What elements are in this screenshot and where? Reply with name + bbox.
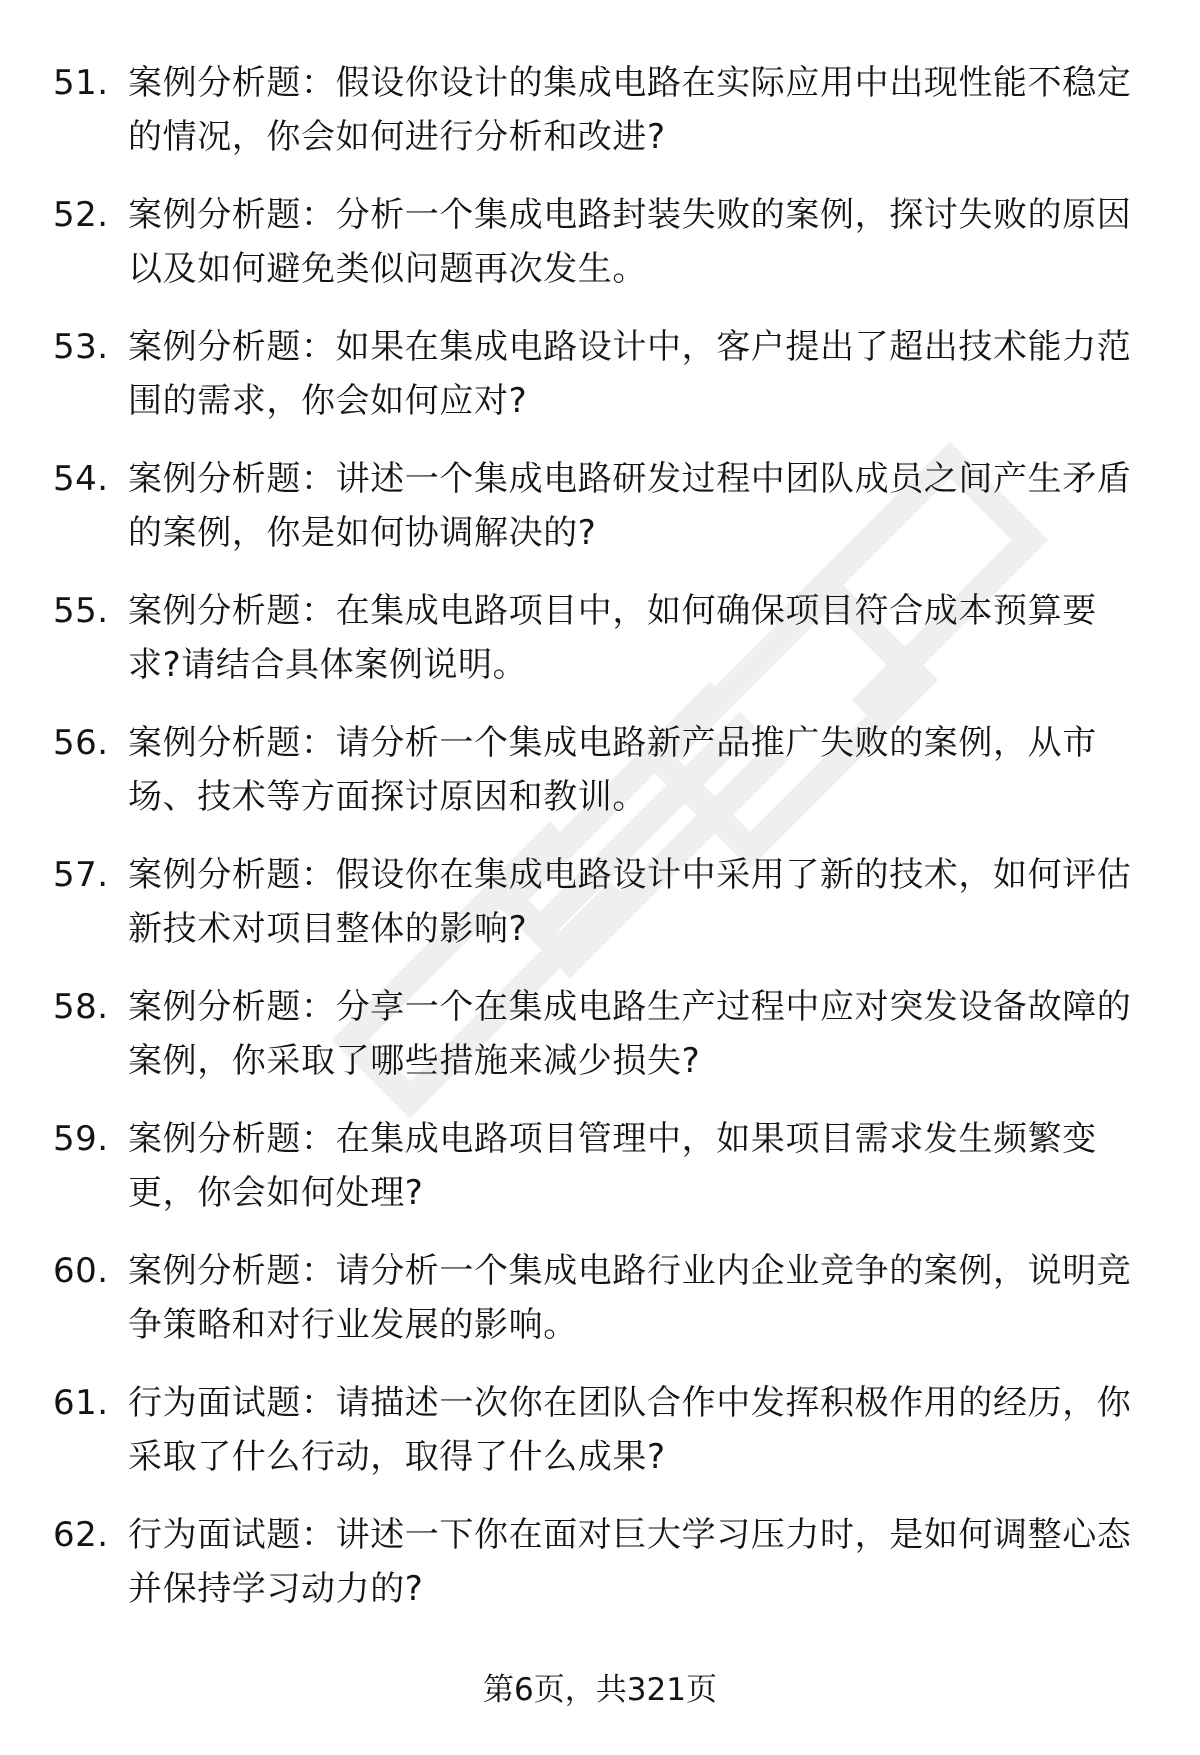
- question-item-54: [0, 452, 1200, 584]
- question-text: 案例分析题：如果在集成电路设计中，客户提出了超出技术能力范围的需求，你会如何应对?: [128, 327, 1132, 421]
- question-text: 案例分析题：讲述一个集成电路研发过程中团队成员之间产生矛盾的案例，你是如何协调解决的?: [128, 459, 1132, 553]
- question-number: 54.: [53, 459, 109, 499]
- question-text: 案例分析题：分享一个在集成电路生产过程中应对突发设备故障的案例，你采取了哪些措施来减少损失?: [128, 987, 1132, 1081]
- question-text: 案例分析题：假设你设计的集成电路在实际应用中出现性能不稳定的情况，你会如何进行分析和改进?: [128, 63, 1132, 157]
- question-number: 60.: [53, 1251, 109, 1291]
- question-item-51: [0, 56, 1200, 188]
- question-number: 53.: [53, 327, 109, 367]
- question-text: 行为面试题：讲述一下你在面对巨大学习压力时，是如何调整心态并保持学习动力的?: [128, 1515, 1132, 1609]
- question-text: 案例分析题：分析一个集成电路封装失败的案例，探讨失败的原因以及如何避免类似问题再次发生。: [128, 195, 1132, 289]
- question-number: 59.: [53, 1119, 109, 1159]
- question-item-58: [0, 980, 1200, 1112]
- question-text: 行为面试题：请描述一次你在团队合作中发挥积极作用的经历，你采取了什么行动，取得了什么成果?: [128, 1383, 1132, 1477]
- question-number: 58.: [53, 987, 109, 1027]
- question-text: 案例分析题：请分析一个集成电路新产品推广失败的案例，从市场、技术等方面探讨原因和教训。: [128, 723, 1097, 817]
- page-number-label: 第6页，共321页: [483, 1672, 717, 1708]
- question-item-56: [0, 716, 1200, 848]
- page-footer: [0, 1668, 1200, 1712]
- question-list: [0, 56, 1200, 1640]
- question-text: 案例分析题：请分析一个集成电路行业内企业竞争的案例，说明竞争策略和对行业发展的影响。: [128, 1251, 1132, 1345]
- question-item-57: [0, 848, 1200, 980]
- question-item-61: [0, 1376, 1200, 1508]
- question-item-60: [0, 1244, 1200, 1376]
- question-item-62: [0, 1508, 1200, 1640]
- question-item-55: [0, 584, 1200, 716]
- question-number: 62.: [53, 1515, 109, 1555]
- question-number: 57.: [53, 855, 109, 895]
- question-text: 案例分析题：在集成电路项目中，如何确保项目符合成本预算要求?请结合具体案例说明。: [128, 591, 1097, 685]
- question-text: 案例分析题：在集成电路项目管理中，如果项目需求发生频繁变更，你会如何处理?: [128, 1119, 1097, 1213]
- question-number: 61.: [53, 1383, 109, 1423]
- question-item-59: [0, 1112, 1200, 1244]
- question-number: 51.: [53, 63, 109, 103]
- question-number: 55.: [53, 591, 109, 631]
- question-item-52: [0, 188, 1200, 320]
- question-item-53: [0, 320, 1200, 452]
- question-number: 56.: [53, 723, 109, 763]
- question-text: 案例分析题：假设你在集成电路设计中采用了新的技术，如何评估新技术对项目整体的影响?: [128, 855, 1132, 949]
- question-number: 52.: [53, 195, 109, 235]
